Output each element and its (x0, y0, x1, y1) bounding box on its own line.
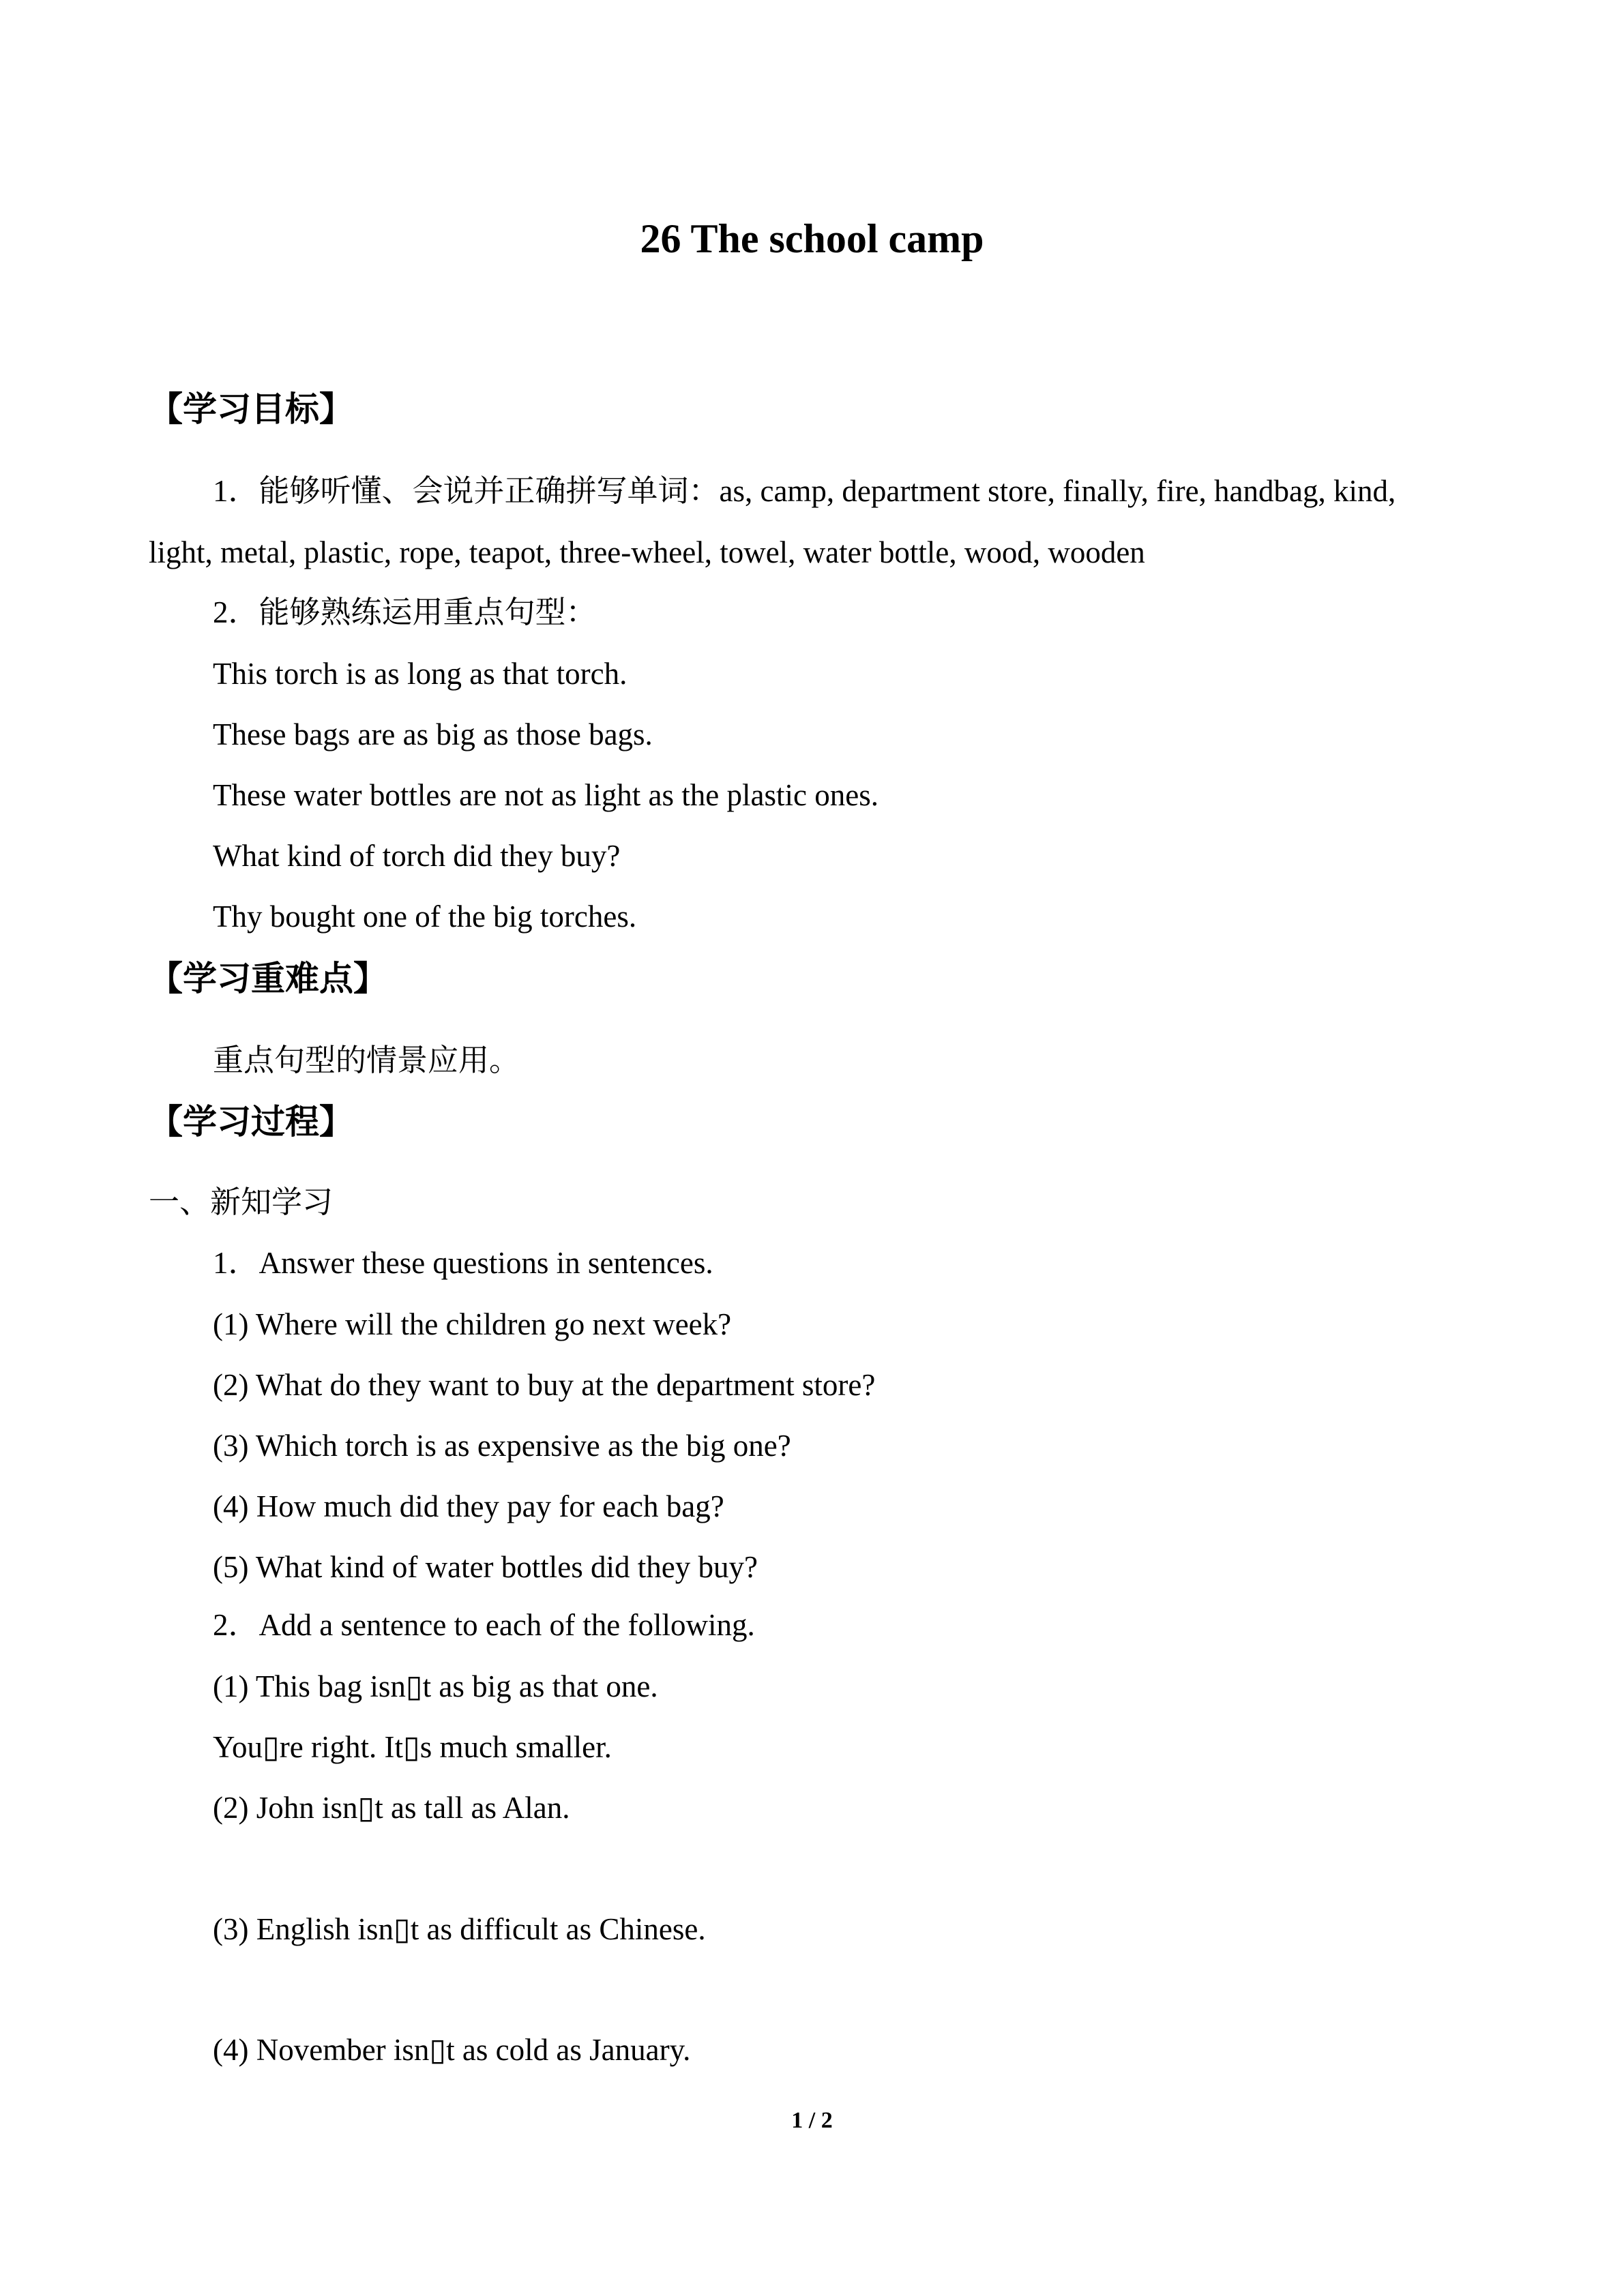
key-points-text: 重点句型的情景应用。 (213, 1043, 520, 1077)
key-sentence: These bags are as big as those bags. (213, 717, 653, 751)
key-sentence: What kind of torch did they buy? (213, 839, 621, 873)
objective-item-1-line-1: 1．能够听懂、会说并正确拼写单词：as, camp, department store, finally, fire, handbag, kind, (213, 474, 1396, 508)
document-title: 26 The school camp (640, 216, 984, 261)
task-1-question: (5) What kind of water bottles did they buy? (213, 1550, 758, 1584)
objective-item-2: 2．能够熟练运用重点句型： (213, 595, 597, 629)
objective-item-1-line-2: light, metal, plastic, rope, teapot, three-wheel, towel, water bottle, wood, wooden (149, 535, 1145, 569)
task-1-question: (3) Which torch is as expensive as the big one? (213, 1429, 791, 1463)
task-1-instruction: 1．Answer these questions in sentences. (213, 1246, 713, 1280)
section-heading-process: 【学习过程】 (149, 1102, 353, 1142)
section-heading-objectives: 【学习目标】 (149, 389, 353, 429)
task-2-item: (2) John isn▯t as tall as Alan. (213, 1791, 570, 1825)
part-1-title: 一、新知学习 (149, 1185, 334, 1219)
section-heading-key-points: 【学习重难点】 (149, 959, 387, 998)
key-sentence: This torch is as long as that torch. (213, 657, 628, 691)
task-2-example-answer: You▯re right. It▯s much smaller. (213, 1730, 612, 1764)
task-1-question: (1) Where will the children go next week? (213, 1307, 732, 1341)
key-sentence: These water bottles are not as light as the plastic ones. (213, 778, 879, 812)
task-2-item: (1) This bag isn▯t as big as that one. (213, 1669, 658, 1703)
task-2-item: (3) English isn▯t as difficult as Chinese. (213, 1912, 706, 1946)
task-2-item: (4) November isn▯t as cold as January. (213, 2033, 691, 2067)
task-1-question: (2) What do they want to buy at the department store? (213, 1368, 876, 1402)
key-sentence: Thy bought one of the big torches. (213, 899, 637, 934)
page-number: 1 / 2 (791, 2108, 833, 2133)
task-2-instruction: 2．Add a sentence to each of the following. (213, 1608, 755, 1642)
task-1-question: (4) How much did they pay for each bag? (213, 1489, 724, 1523)
